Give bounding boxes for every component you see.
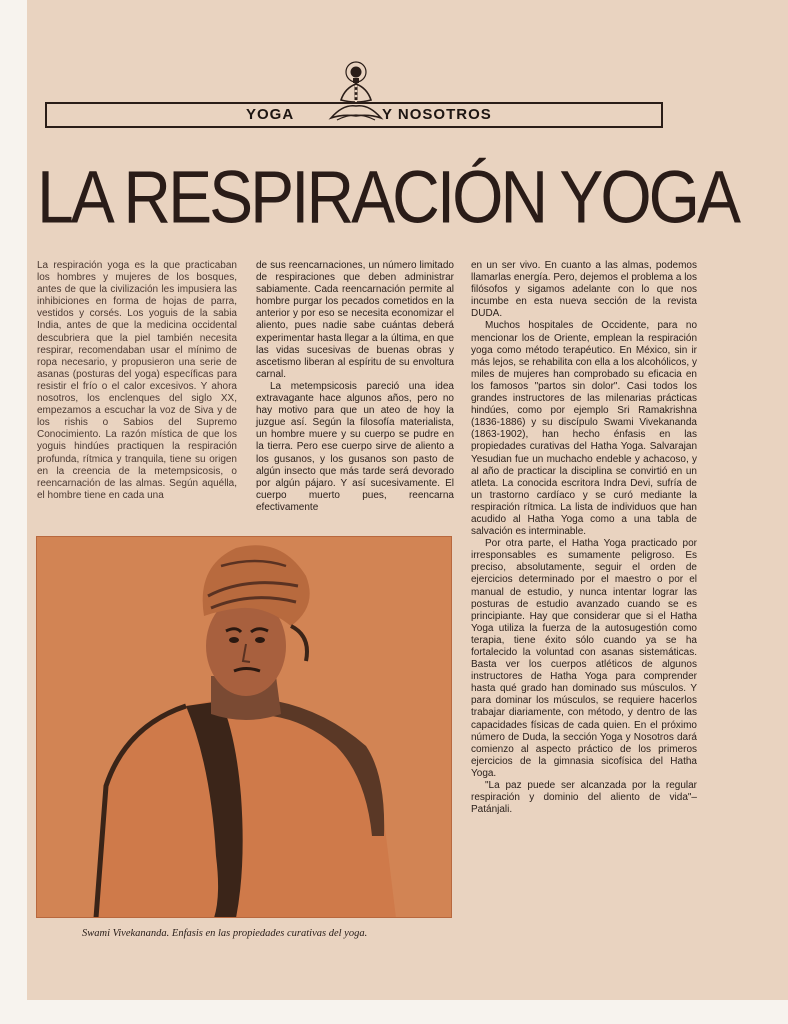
paragraph: Por otra parte, el Hatha Yoga practicado por irresponsables es sumamente peligroso. Es preciso, absolutamente, seguir el orden de ejercicios determinado por el maestro o por el manual de estudio, y nunca intentar lograr las posturas de estudio avanzado cuando se es principiante. Hay que considerar que si el Hatha Yoga utiliza la fuerza de la autosugestión como terapia, tiene éxito sólo cuando ya se ha fortalecido la voluntad con asanas sistemáticas. Basta ver los cuerpos atléticos de algunos instructores de Hatha Yoga para comprender hasta qué grado han dominado sus músculos. Y para dominar los músculos, se requiere hacerlos trabajar diariamente, con método, y dentro de las capacidades físicas de cada quien. En el próximo número de Duda, la sección Yoga y Nosotros dará comienzo al aspecto práctico de los primeros ejercicios de la gimnasia sicofísica del Hatha Yoga.	[471, 538, 697, 779]
paragraph: "La paz puede ser alcanzada por la regular respiración y dominio del aliento de vida"– Patánjali.	[471, 780, 697, 816]
magazine-page	[27, 0, 788, 1000]
paragraph: en un ser vivo. En cuanto a las almas, podemos llamarlas energía. Pero, dejemos el problema a los filósofos y sigamos adelante con lo que nos incumbe en esta nueva sección de la revista DUDA.	[471, 260, 697, 320]
meditating-yogi-icon	[325, 60, 387, 128]
section-header-right: Y NOSOTROS	[382, 106, 492, 123]
text-column-1	[37, 260, 237, 502]
text-column-2	[256, 260, 454, 514]
portrait-photo	[36, 536, 452, 918]
paragraph: Muchos hospitales de Occidente, para no mencionar los de Oriente, emplean la respiración yoga como método terapéutico. En México, sin ir más lejos, se rehabilita con ella a los alcohólicos, y miles de mujeres han comprobado su eficacia en los famosos "partos sin dolor". Casi todos los grandes instructores de las milenarias prácticas hindúes, como por ejemplo Sri Ramakrishna (1836-1886) y su discípulo Swami Vivekananda (1863-1902), han hecho énfasis en las propiedades curativas del Hatha Yoga. Salvarajan Yesudian fue un muchacho endeble y achacoso, y al año de practicar la disciplina se convirtió en un atleta. La conocida escritora Indra Devi, sufría de un trastorno cardíaco y se curó mediante la respiración rítmica. La lista de individuos que han acudido al Hatha Yoga como a una tabla de salvación es interminable.	[471, 320, 697, 538]
portrait-illustration	[36, 536, 452, 918]
paragraph: La respiración yoga es la que practicaban los hombres y mujeres de los bosques, antes de que la civilización les impusiera las inhibiciones en forma de hojas de parra, vestidos y corsés. Los yoguis de la sabia India, antes de que la medicina occidental descubriera que la piel también necesita respirar, recomendaban usar el mínimo de ropa necesario, y propusieron una serie de asanas (posturas del yoga) específicas para resistir el frío o el calor excesivos. Y ahora nosotros, los enclenques del siglo XX, empezamos a escuchar la voz de Siva y de los rishis o Sabios del Supremo Conocimiento. La razón mística de que los yoguis hindúes practiquen la respiración profunda, rítmica y tranquila, tiene su origen en la creencia de la metempsicosis, o reencarnación de las almas. Según aquélla, el hombre tiene en cada una	[37, 260, 237, 501]
photo-caption: Swami Vivekananda. Enfasis en las propiedades curativas del yoga.	[82, 928, 368, 939]
text-column-3	[471, 260, 697, 816]
article-title: LA RESPIRACIÓN YOGA	[37, 155, 739, 239]
paragraph: La metempsicosis pareció una idea extravagante hace algunos años, pero no hay motivo para que un ateo de hoy la juzgue así. Según la filosofía materialista, un hombre muere y su cuerpo se pudre en la tierra. Pero ese cuerpo sirve de aliento a los gusanos, y los gusanos son pasto de algún insecto que más tarde será devorado por algún pájaro. Y así sucesivamente. El cuerpo muerto pues, reencarna efectivamente	[256, 380, 454, 513]
paragraph: de sus reencarnaciones, un número limitado de respiraciones que deben administrar sabiamente. Cada reencarnación permite al hombre purgar los pecados cometidos en la anterior y por eso se necesita economizar el aliento, pues nadie sabe cuántas deberá experimentar hasta llegar a la última, en que las vidas sucesivas de buenas obras y ascetismo liberan al espíritu de su envoltura carnal.	[256, 260, 454, 380]
section-header-left: YOGA	[246, 106, 295, 123]
